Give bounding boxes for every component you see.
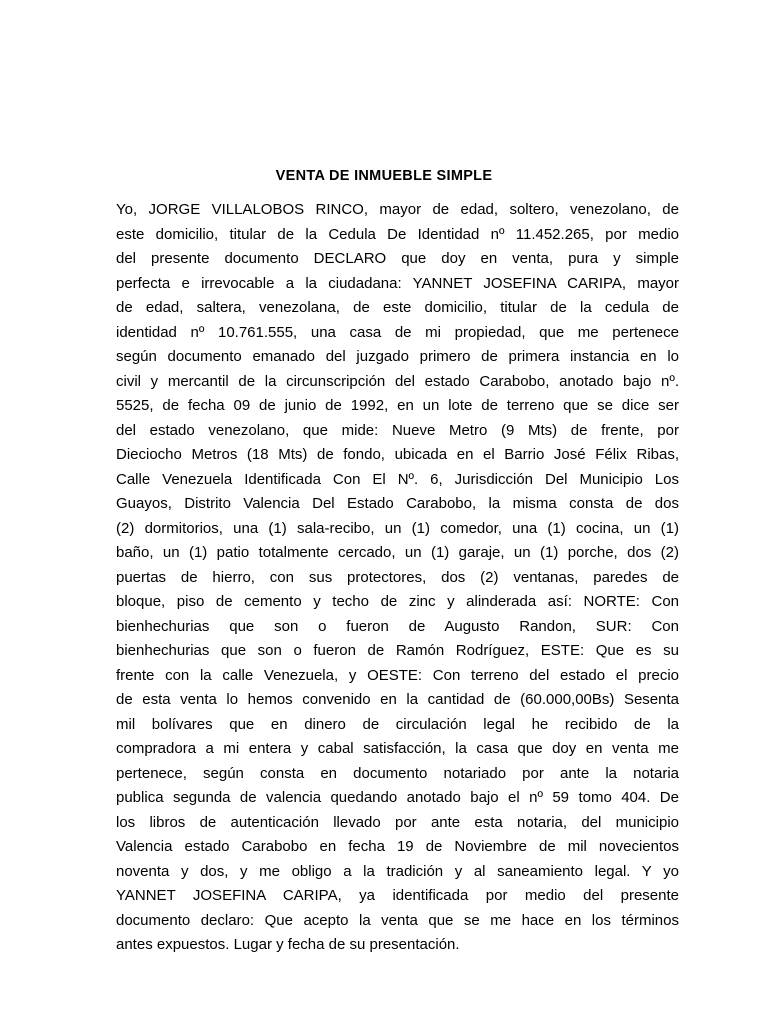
body-line: 5525, de fecha 09 de junio de 1992, en un lote de terreno que se dice ser	[116, 397, 679, 414]
body-line: Dieciocho Metros (18 Mts) de fondo, ubicada en el Barrio José Félix Ribas,	[116, 446, 679, 463]
body-line: Yo, JORGE VILLALOBOS RINCO, mayor de edad, soltero, venezolano, de	[116, 201, 679, 218]
body-line: (2) dormitorios, una (1) sala-recibo, un (1) comedor, una (1) cocina, un (1)	[116, 519, 679, 537]
body-line: puertas de hierro, con sus protectores, dos (2) ventanas, paredes de	[116, 568, 679, 586]
body-line: YANNET JOSEFINA CARIPA, ya identificada por medio del presente	[116, 887, 679, 904]
body-line: bienhechurias que son o fueron de Ramón Rodríguez, ESTE: Que es su	[116, 642, 679, 659]
body-line: perfecta e irrevocable a la ciudadana: YANNET JOSEFINA CARIPA, mayor	[116, 274, 679, 292]
body-line: frente con la calle Venezuela, y OESTE: Con terreno del estado el precio	[116, 666, 679, 684]
body-line: pertenece, según consta en documento notariado por ante la notaria	[116, 764, 679, 782]
body-line: este domicilio, titular de la Cedula De Identidad nº 11.452.265, por medio	[116, 225, 679, 243]
body-line: de esta venta lo hemos convenido en la cantidad de (60.000,00Bs) Sesenta	[116, 691, 679, 708]
body-line: bienhechurias que son o fueron de Augusto Randon, SUR: Con	[116, 617, 679, 635]
body-line: Valencia estado Carabobo en fecha 19 de Noviembre de mil novecientos	[116, 838, 679, 855]
body-line: mil bolívares que en dinero de circulación legal he recibido de la	[116, 715, 679, 733]
body-line: bloque, piso de cemento y techo de zinc y alinderada así: NORTE: Con	[116, 593, 679, 610]
body-line: los libros de autenticación llevado por ante esta notaria, del municipio	[116, 813, 679, 831]
body-line: según documento emanado del juzgado primero de primera instancia en lo	[116, 348, 679, 365]
body-line: del presente documento DECLARO que doy en venta, pura y simple	[116, 250, 679, 267]
body-line: baño, un (1) patio totalmente cercado, un (1) garaje, un (1) porche, dos (2)	[116, 544, 679, 561]
document-body	[116, 198, 679, 958]
document-title: VENTA DE INMUEBLE SIMPLE	[275, 168, 493, 184]
body-line: publica segunda de valencia quedando anotado bajo el nº 59 tomo 404. De	[116, 789, 679, 806]
body-line: identidad nº 10.761.555, una casa de mi propiedad, que me pertenece	[116, 323, 679, 341]
body-line: de edad, saltera, venezolana, de este domicilio, titular de la cedula de	[116, 299, 679, 316]
body-line: Guayos, Distrito Valencia Del Estado Carabobo, la misma consta de dos	[116, 495, 679, 512]
body-line: noventa y dos, y me obligo a la tradición y al saneamiento legal. Y yo	[116, 862, 679, 880]
body-line: documento declaro: Que acepto la venta que se me hace en los términos	[116, 911, 679, 929]
body-line: Calle Venezuela Identificada Con El Nº. 6, Jurisdicción Del Municipio Los	[116, 470, 679, 488]
body-line: civil y mercantil de la circunscripción del estado Carabobo, anotado bajo nº.	[116, 372, 679, 390]
body-line: del estado venezolano, que mide: Nueve Metro (9 Mts) de frente, por	[116, 421, 679, 439]
body-line: antes expuestos. Lugar y fecha de su presentación.	[116, 936, 460, 953]
body-line: compradora a mi entera y cabal satisfacción, la casa que doy en venta me	[116, 740, 679, 757]
